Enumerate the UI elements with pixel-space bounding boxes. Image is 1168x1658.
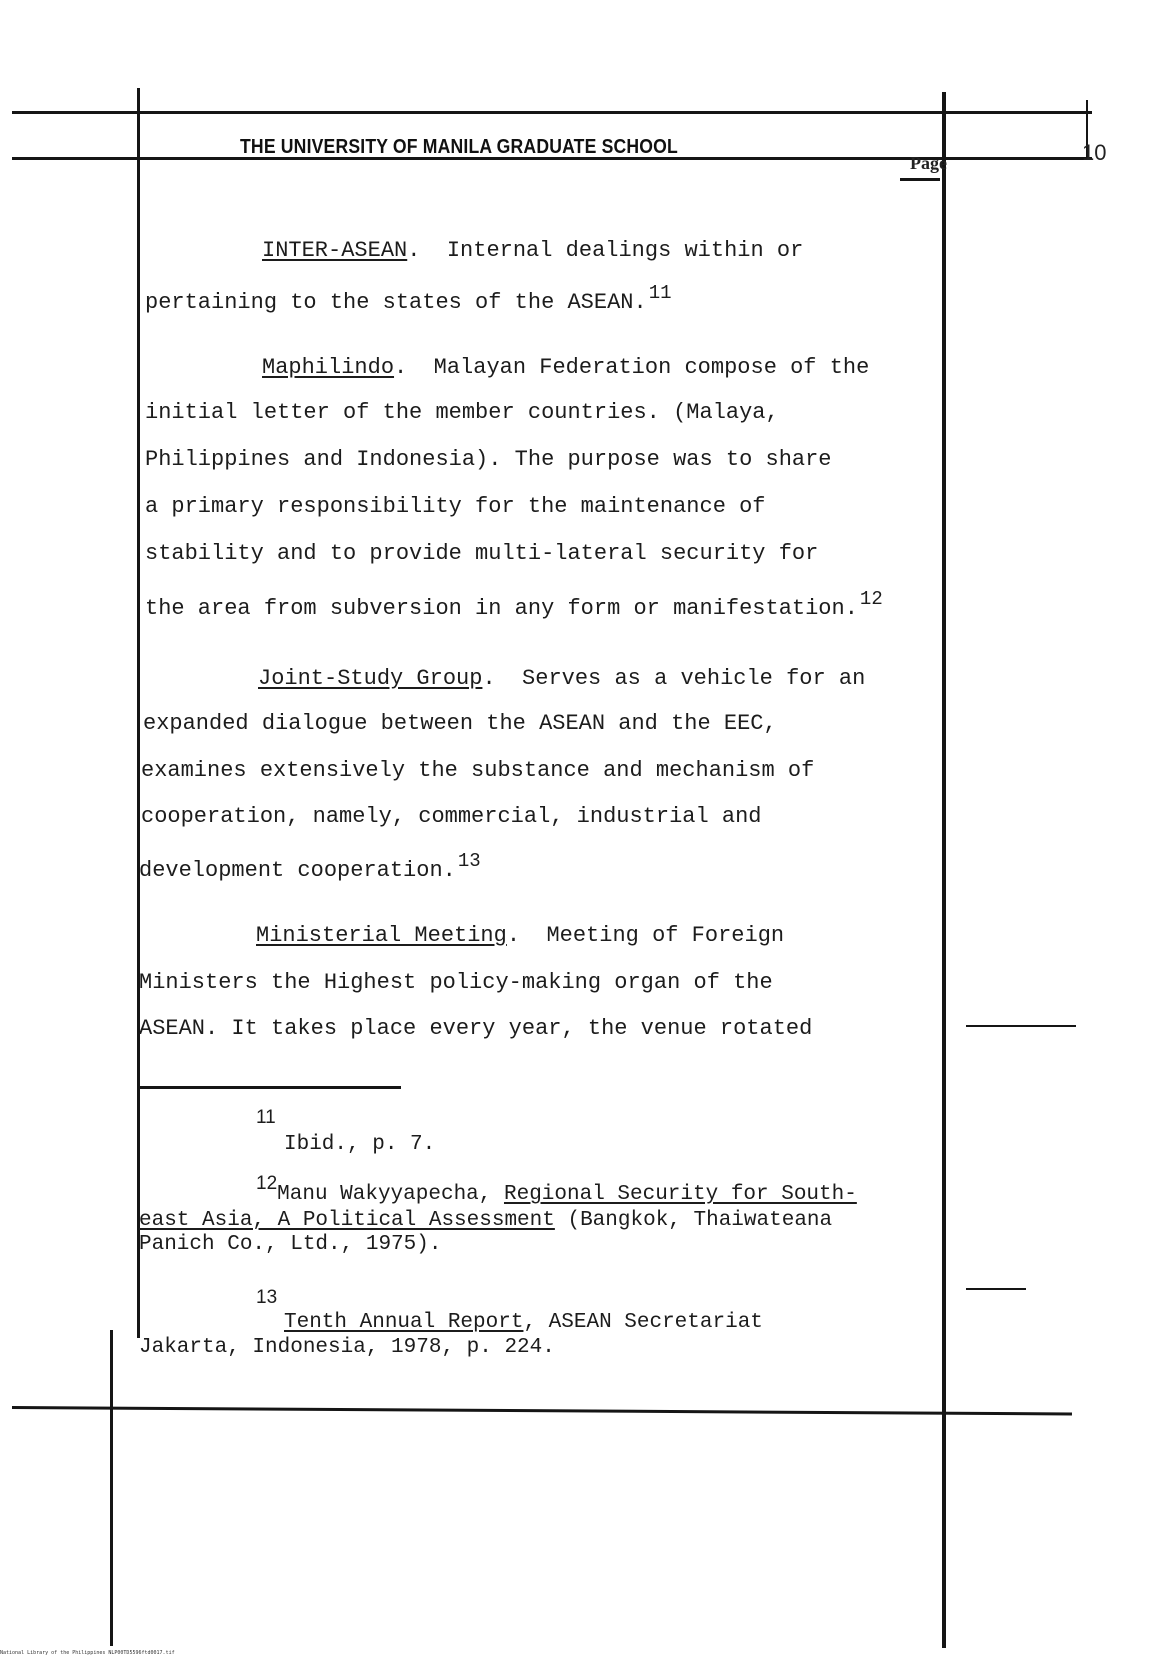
term-maphilindo: Maphilindo bbox=[262, 355, 395, 380]
footnote-ref-12: 12 bbox=[859, 588, 883, 610]
footnote-12-title-part2: east Asia, A Political Assessment bbox=[139, 1209, 555, 1232]
entry-maphilindo-line-4: a primary responsibility for the maintenance of bbox=[145, 494, 766, 519]
footnote-ref-13: 13 bbox=[457, 850, 481, 872]
footnote-13-line-1: Tenth Annual Report, ASEAN Secretariat bbox=[284, 1311, 763, 1334]
archive-footer: National Library of the Philippines NLP00TD5596ftd0017.tif bbox=[0, 1650, 175, 1656]
entry-joint-study-line-4: cooperation, namely, commercial, industrial and bbox=[141, 804, 762, 829]
right-tick-1 bbox=[966, 1025, 1076, 1027]
footnote-13-title: Tenth Annual Report bbox=[284, 1311, 524, 1334]
page-number: 10 bbox=[1082, 140, 1107, 165]
footnote-12-line-2: east Asia, A Political Assessment (Bangkok, Thaiwateana bbox=[139, 1209, 833, 1232]
bottom-rule bbox=[12, 1406, 1072, 1415]
footnote-12-line-3: Panich Co., Ltd., 1975). bbox=[139, 1233, 442, 1256]
term-ministerial-meeting: Ministerial Meeting bbox=[256, 923, 507, 948]
footnote-12-line-1: 12Manu Wakyyapecha, Regional Security for South- bbox=[256, 1173, 857, 1206]
footnote-11-text: Ibid., p. 7. bbox=[284, 1133, 436, 1156]
right-tick-2 bbox=[966, 1288, 1026, 1290]
entry-ministerial-line-2: Ministers the Highest policy-making organ of the bbox=[139, 970, 773, 995]
footnote-separator bbox=[139, 1086, 401, 1089]
entry-joint-study-line-3: examines extensively the substance and mechanism of bbox=[141, 758, 815, 783]
footnote-12-number: 12 bbox=[256, 1173, 278, 1194]
page-header-title: THE UNIVERSITY OF MANILA GRADUATE SCHOOL bbox=[240, 136, 678, 158]
entry-ministerial-line-3: ASEAN. It takes place every year, the venue rotated bbox=[139, 1016, 813, 1041]
left-margin-rule-lower bbox=[110, 1330, 113, 1646]
entry-maphilindo-line-1: Maphilindo. Malayan Federation compose of the bbox=[262, 355, 870, 380]
entry-maphilindo-line-6: the area from subversion in any form or manifestation. $^{12}$ bbox=[145, 588, 883, 621]
entry-inter-asean-line-1: INTER-ASEAN. Internal dealings within or bbox=[262, 238, 804, 263]
header-top-rule bbox=[12, 111, 1092, 114]
footnote-13-line-2: Jakarta, Indonesia, 1978, p. 224. bbox=[139, 1336, 555, 1359]
term-inter-asean: INTER-ASEAN bbox=[262, 238, 408, 263]
header-page-underline bbox=[900, 178, 940, 181]
entry-maphilindo-line-2: initial letter of the member countries. (Malaya, bbox=[145, 400, 779, 425]
term-joint-study-group: Joint-Study Group bbox=[258, 666, 483, 691]
entry-maphilindo-line-3: Philippines and Indonesia). The purpose was to share bbox=[145, 447, 832, 472]
entry-ministerial-line-1: Ministerial Meeting. Meeting of Foreign bbox=[256, 923, 785, 948]
entry-maphilindo-line-5: stability and to provide multi-lateral security for bbox=[145, 541, 819, 566]
footnote-11-number: 11 bbox=[256, 1107, 276, 1128]
page-label: Page bbox=[910, 153, 947, 173]
footnote-13-number: 13 bbox=[256, 1287, 278, 1308]
entry-joint-study-line-2: expanded dialogue between the ASEAN and the EEC, bbox=[143, 711, 777, 736]
entry-joint-study-line-5: development cooperation. $^{13}$ bbox=[139, 850, 481, 883]
footnote-ref-11: 11 bbox=[648, 282, 672, 304]
footnote-12-title-part1: Regional Security for South- bbox=[503, 1183, 857, 1206]
entry-inter-asean-line-2: pertaining to the states of the ASEAN. $^{11}$ bbox=[145, 282, 672, 315]
entry-joint-study-line-1: Joint-Study Group. Serves as a vehicle for an bbox=[258, 666, 866, 691]
left-margin-rule bbox=[137, 88, 140, 1338]
